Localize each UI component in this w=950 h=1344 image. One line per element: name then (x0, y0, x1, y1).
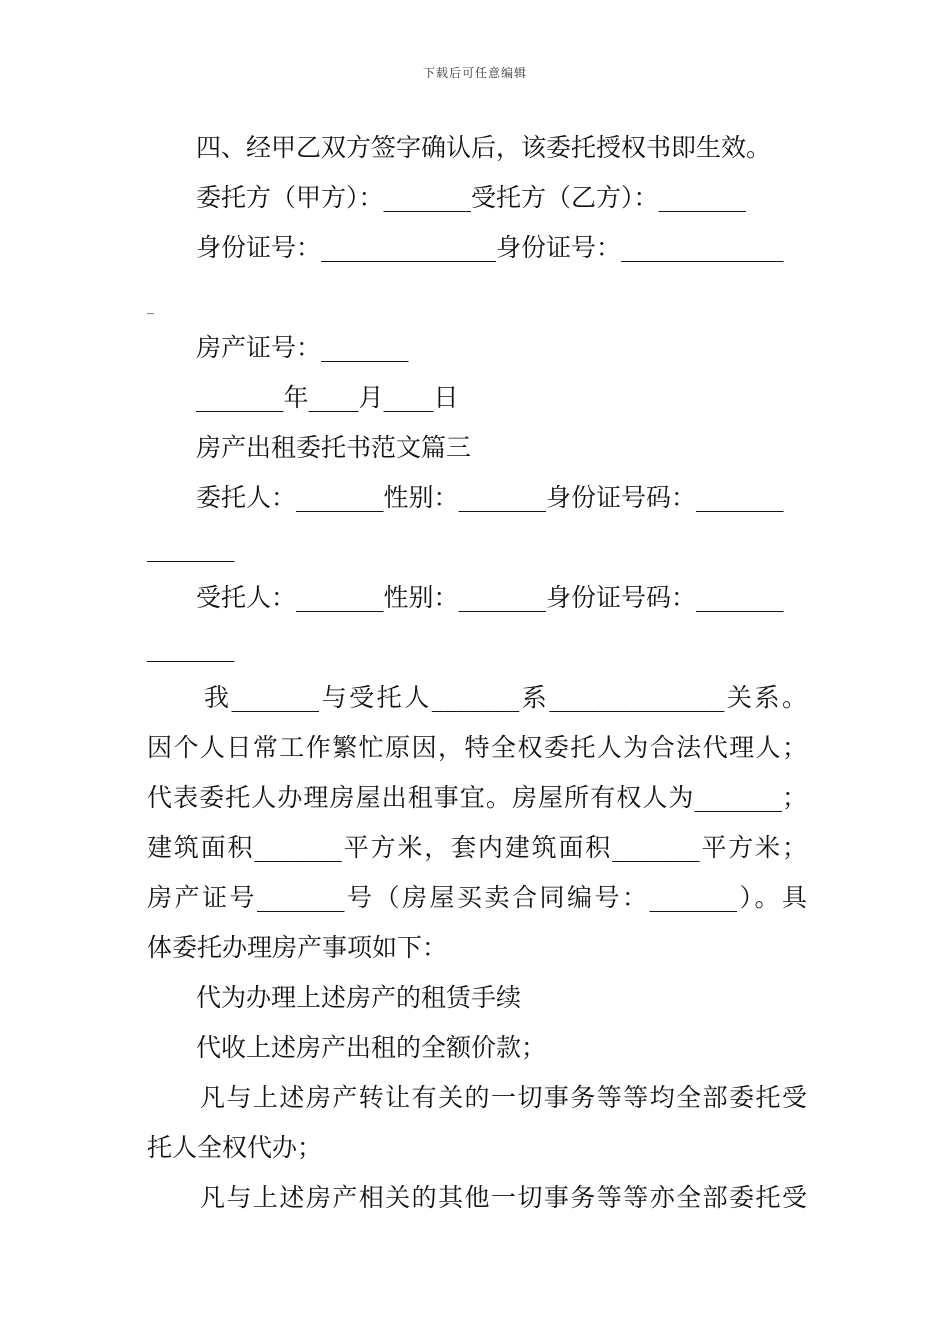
principal-info-line-cont: _______ (147, 533, 235, 562)
paragraph-line: 体委托办理房产事项如下： (147, 933, 448, 962)
list-item: 凡与上述房产转让有关的一切事务等等均全部委托受 (200, 1083, 807, 1112)
paragraph-line: 房产证号_______号（房屋买卖合同编号：_______）。具 (147, 883, 807, 912)
paragraph-line: 代表委托人办理房屋出租事宜。房屋所有权人为_______； (147, 783, 807, 812)
page-header-note: 下载后可任意编辑 (422, 66, 527, 80)
property-cert-line: 房产证号：_______ (196, 333, 409, 362)
list-item: 凡与上述房产相关的其他一切事务等等亦全部委托受 (200, 1183, 807, 1212)
date-line: _______年____月____日 (196, 383, 459, 412)
paragraph-line: 建筑面积_______平方米，套内建筑面积_______平方米； (147, 833, 807, 862)
list-item-cont: 托人全权代办； (147, 1133, 323, 1162)
id-number-line: 身份证号：______________身份证号：_____________ (196, 233, 784, 262)
list-item: 代收上述房产出租的全额价款； (196, 1033, 547, 1062)
paragraph-line: 因个人日常工作繁忙原因，特全权委托人为合法代理人； (147, 733, 807, 762)
clause-four: 四、经甲乙双方签字确认后，该委托授权书即生效。 (196, 133, 772, 162)
section-title: 房产出租委托书范文篇三 (196, 433, 472, 462)
agent-info-line: 受托人：_______性别：_______身份证号码：_______ (196, 583, 784, 612)
principal-info-line: 委托人：_______性别：_______身份证号码：_______ (196, 483, 784, 512)
paragraph-line: 我_______与受托人_______系______________关系。 (204, 683, 807, 712)
list-item: 代为办理上述房产的租赁手续 (196, 983, 522, 1012)
id-number-line-overflow: _ (147, 299, 154, 315)
signature-parties-line: 委托方（甲方）：_______受托方（乙方）：_______ (196, 183, 747, 212)
agent-info-line-cont: _______ (147, 633, 235, 662)
